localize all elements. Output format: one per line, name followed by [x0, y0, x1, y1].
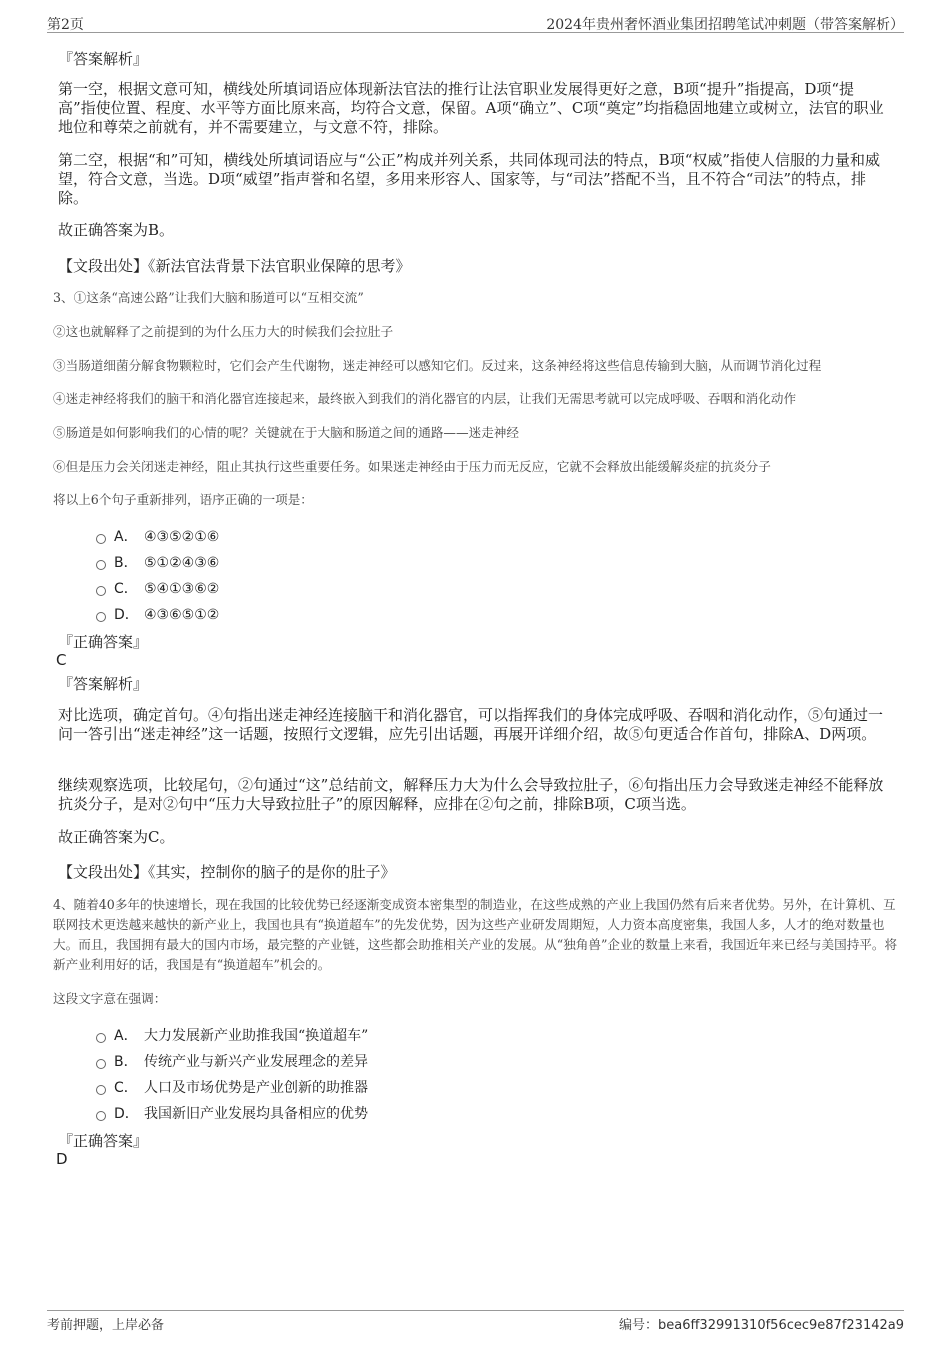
radio-icon[interactable]: [96, 586, 106, 596]
q4-prompt: 这段文字意在强调：: [53, 991, 167, 1006]
q4-option-c[interactable]: C． 人口及市场优势是产业创新的助推器: [96, 1077, 368, 1097]
page-footer: [47, 1310, 904, 1341]
q2-analysis-para-2: 第二空，根据“和”可知，横线处所填词语应与“公正”构成并列关系，共同体现司法的特点，B项“权威”指使人信服的力量和威望，符合文意，当选。D项“威望”指声誉和名望，多用来形容人、国家等，与“司法”搭配不当，且不符合“司法”的特点，排除。: [58, 151, 881, 207]
q4-answer-heading: 『正确答案』: [58, 1132, 149, 1150]
q2-analysis-para-1: 第一空，根据文意可知，横线处所填词语应体现新法官法的推行让法官职业发展得更好之意，B项“提升”指提高，D项“提高”指使位置、程度、水平等方面比原来高，均符合文意，保留。A项“确立”、C项“奠定”均指稳固地建立或树立，法官的职业地位和尊荣之前就有，并不需要建立，与文意不符，排除。: [58, 80, 884, 136]
q3-option-c[interactable]: C． ⑤④①③⑥②: [96, 578, 219, 598]
q3-sentence-1: 3、①这条“高速公路”让我们大脑和肠道可以“互相交流”: [53, 290, 364, 305]
q2-analysis-conclusion: 故正确答案为B。: [58, 221, 175, 239]
q4-correct-answer: D: [56, 1150, 68, 1168]
q3-analysis-heading: 『答案解析』: [58, 675, 149, 693]
q3-analysis-para-2: 继续观察选项，比较尾句，②句通过“这”总结前文，解释压力大为什么会导致拉肚子，⑥句指出压力会导致迷走神经不能释放抗炎分子，是对②句中“压力大导致拉肚子”的原因解释，应排在②句之前，排除B项，C项当选。: [58, 776, 884, 813]
q4-option-d[interactable]: D． 我国新旧产业发展均具备相应的优势: [96, 1103, 368, 1123]
q3-prompt: 将以上6个句子重新排列，语序正确的一项是：: [53, 492, 313, 507]
q4-option-b[interactable]: B． 传统产业与新兴产业发展理念的差异: [96, 1051, 368, 1071]
q4-stem: 4、随着40多年的快速增长，现在我国的比较优势已经逐渐变成资本密集型的制造业，在这些成熟的产业上我国仍然有后来者优势。另外，在计算机、互联网技术更迭越来越快的新产业上，我国也具有“换道超车”的先发优势，因为这些产业研发周期短，人力资本高度密集，我国人多，人才的绝对数量也大。而且，我国拥有最大的国内市场，最完整的产业链，这些都会助推相关产业的发展。从“独角兽”企业的数量上来看，我国近年来已经与美国持平。将新产业利用好的话，我国是有“换道超车”机会的。: [53, 897, 898, 972]
page-header: [47, 12, 904, 33]
q4-option-a[interactable]: A． 大力发展新产业助推我国“换道超车”: [96, 1025, 368, 1045]
radio-icon[interactable]: [96, 1059, 106, 1069]
q3-answer-heading: 『正确答案』: [58, 633, 149, 651]
q3-sentence-4: ④迷走神经将我们的脑干和消化器官连接起来，最终嵌入到我们的消化器官的内层，让我们无需思考就可以完成呼吸、吞咽和消化动作: [53, 391, 797, 406]
document-code: 编号：bea6ff32991310f56cec9e87f23142a9: [618, 1318, 904, 1333]
q3-analysis-para-1: 对比选项，确定首句。④句指出迷走神经连接脑干和消化器官，可以指挥我们的身体完成呼吸、吞咽和消化动作，⑤句通过一问一答引出“迷走神经”这一话题，按照行文逻辑，应先引出话题，再展开详细介绍，故⑤句更适合作首句，排除A、D两项。: [58, 706, 884, 743]
q3-sentence-5: ⑤肠道是如何影响我们的心情的呢？关键就在于大脑和肠道之间的通路——迷走神经: [53, 425, 519, 440]
document-title: 2024年贵州奢怀酒业集团招聘笔试冲刺题（带答案解析）: [546, 17, 904, 33]
q2-source: 【文段出处】《新法官法背景下法官职业保障的思考》: [58, 257, 411, 275]
radio-icon[interactable]: [96, 560, 106, 570]
q2-analysis-heading: 『答案解析』: [58, 50, 149, 68]
page-number: 第2页: [47, 17, 84, 33]
q3-option-a[interactable]: A． ④③⑤②①⑥: [96, 526, 219, 546]
q3-sentence-6: ⑥但是压力会关闭迷走神经，阻止其执行这些重要任务。如果迷走神经由于压力而无反应，它就不会释放出能缓解炎症的抗炎分子: [53, 459, 771, 474]
q3-source: 【文段出处】《其实，控制你的脑子的是你的肚子》: [58, 863, 396, 881]
q3-option-d[interactable]: D． ④③⑥⑤①②: [96, 604, 219, 624]
radio-icon[interactable]: [96, 1033, 106, 1043]
q3-analysis-conclusion: 故正确答案为C。: [58, 828, 175, 846]
q3-sentence-2: ②这也就解释了之前提到的为什么压力大的时候我们会拉肚子: [53, 324, 394, 339]
q3-option-b[interactable]: B． ⑤①②④③⑥: [96, 552, 219, 572]
q3-sentence-3: ③当肠道细菌分解食物颗粒时，它们会产生代谢物，迷走神经可以感知它们。反过来，这条神经将这些信息传输到大脑，从而调节消化过程: [53, 358, 822, 373]
radio-icon[interactable]: [96, 612, 106, 622]
q3-correct-answer: C: [56, 651, 67, 669]
radio-icon[interactable]: [96, 1111, 106, 1121]
footer-slogan: 考前押题，上岸必备: [47, 1318, 165, 1333]
radio-icon[interactable]: [96, 534, 106, 544]
radio-icon[interactable]: [96, 1085, 106, 1095]
